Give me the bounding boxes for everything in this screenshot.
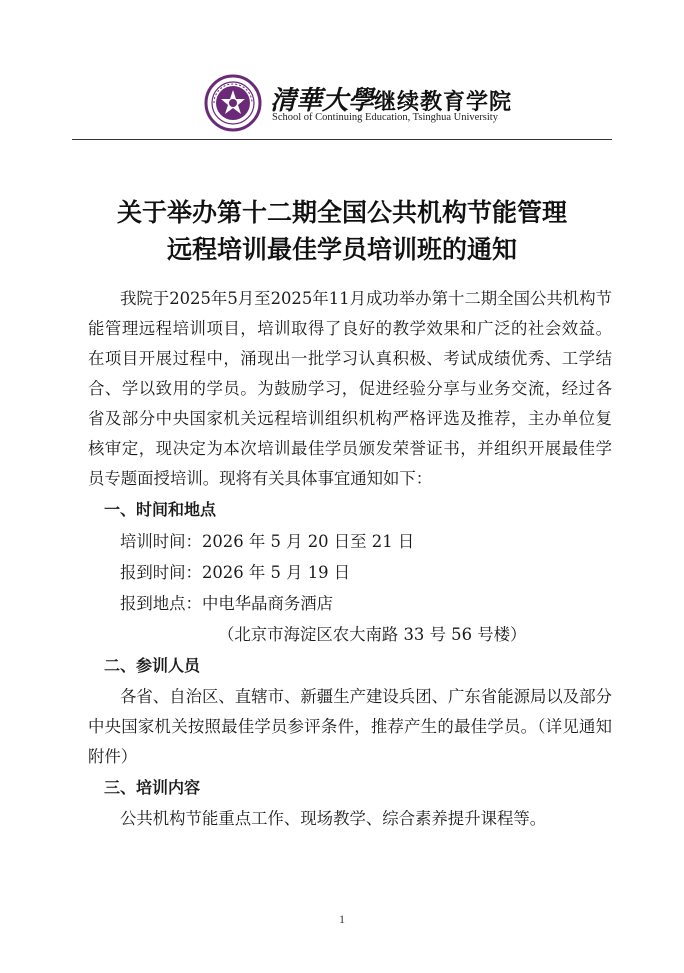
checkin-time-value: 2026 年 5 月 19 日 xyxy=(201,563,351,582)
checkin-place-line xyxy=(88,588,612,619)
header-divider xyxy=(72,139,612,140)
document-title-line-1: 关于举办第十二期全国公共机构节能管理 xyxy=(116,198,567,227)
checkin-time-label: 报到时间： xyxy=(120,563,202,582)
institution-suffix: 继续教育学院 xyxy=(374,90,513,115)
tsinghua-seal-icon xyxy=(204,74,262,132)
training-time-line xyxy=(88,526,612,557)
participants-paragraph: 各省、自治区、直辖市、新疆生产建设兵团、广东省能源局以及部分中央国家机关按照最佳学员参评条件，推荐产生的最佳学员。（详见通知附件） xyxy=(88,687,612,766)
section-heading-time-place: 一、时间和地点 xyxy=(104,500,217,519)
letterhead xyxy=(204,74,513,134)
training-time-value: 2026 年 5 月 20 日至 21 日 xyxy=(201,532,415,551)
institution-brand: 清華大學 xyxy=(270,86,375,116)
document-body xyxy=(88,284,612,834)
section-heading-content: 三、培训内容 xyxy=(104,778,201,797)
document-title-line-2: 远程培训最佳学员培训班的通知 xyxy=(166,235,517,264)
checkin-place-label: 报到地点： xyxy=(120,594,202,613)
section-heading-participants: 二、参训人员 xyxy=(104,656,201,675)
training-time-label: 培训时间： xyxy=(120,532,202,551)
intro-paragraph: 我院于2025年5月至2025年11月成功举办第十二期全国公共机构节能管理远程培训项目，培训取得了良好的教学效果和广泛的社会效益。在项目开展过程中，涌现出一批学习认真积极、考试成绩优秀、工学结合、学以致用的学员。为鼓励学习，促进经验分享与业务交流，经过各省及部分中央国家机关远程培训组织机构严格评选及推荐，主办单位复核审定，现决定为本次培训最佳学员颁发荣誉证书，并组织开展最佳学员专题面授培训。现将有关具体事宜通知如下： xyxy=(88,289,612,488)
checkin-address: （北京市海淀区农大南路 33 号 56 号楼） xyxy=(218,625,527,644)
checkin-place-value: 中电华晶商务酒店 xyxy=(201,594,334,613)
page-number: 1 xyxy=(339,912,345,926)
institution-name-english: School of Continuing Education, Tsinghua University xyxy=(272,112,498,123)
content-paragraph: 公共机构节能重点工作、现场教学、综合素养提升课程等。 xyxy=(120,809,547,828)
checkin-time-line xyxy=(88,557,612,588)
